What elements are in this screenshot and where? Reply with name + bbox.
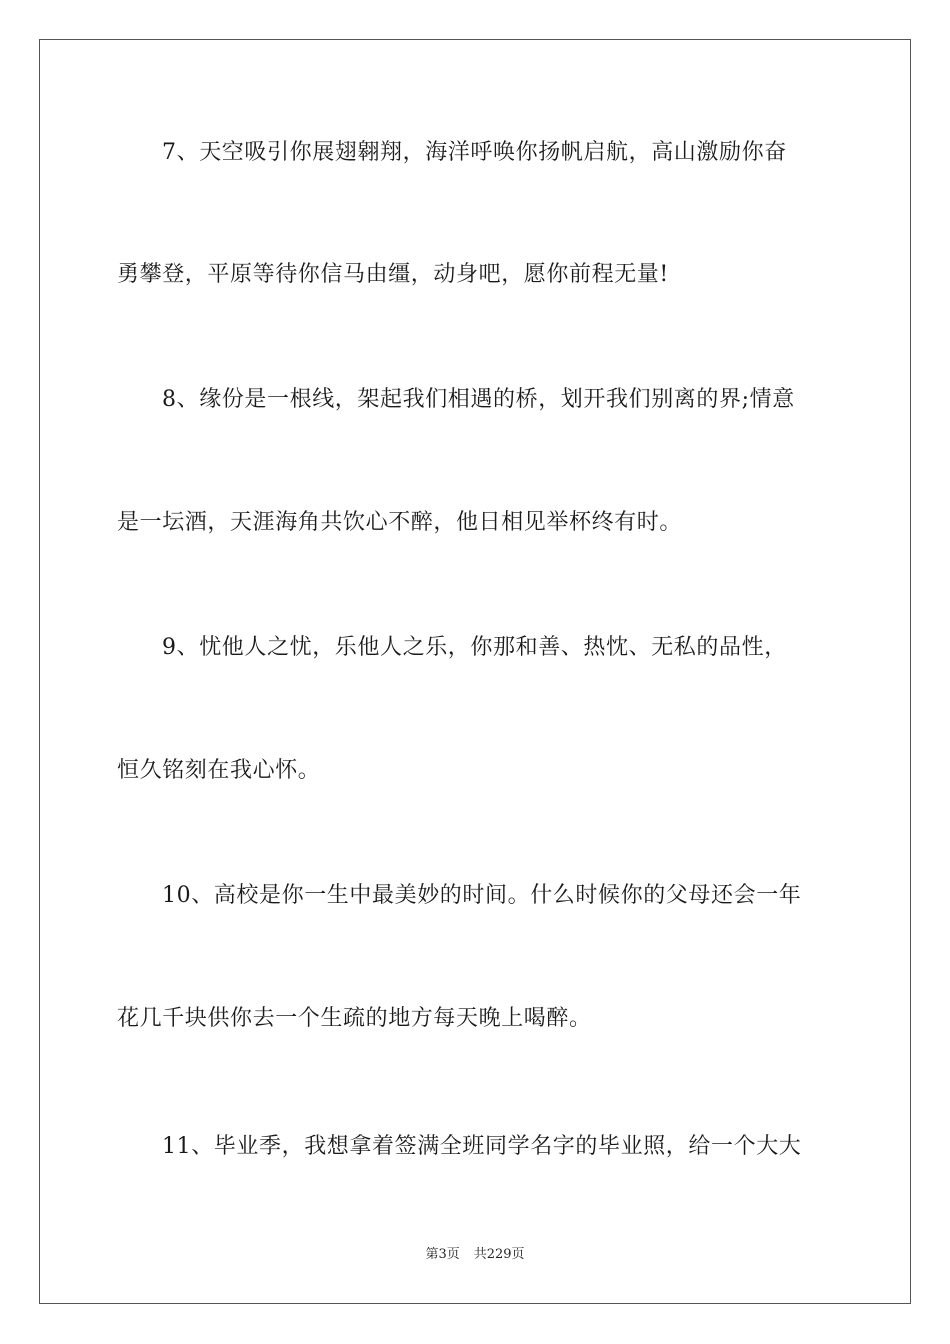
paragraph-11-line-1: 11、毕业季，我想拿着签满全班同学名字的毕业照，给一个大大 bbox=[162, 1134, 802, 1159]
page-border bbox=[39, 39, 911, 1304]
paragraph-7-line-1: 7、天空吸引你展翅翱翔，海洋呼唤你扬帆启航，高山激励你奋 bbox=[162, 140, 787, 165]
paragraph-7-line-2: 勇攀登，平原等待你信马由缰，动身吧，愿你前程无量! bbox=[117, 262, 669, 287]
paragraph-8-line-2: 是一坛酒，天涯海角共饮心不醉，他日相见举杯终有时。 bbox=[117, 510, 683, 535]
page-footer bbox=[0, 1246, 950, 1264]
page-number: 第3页 bbox=[425, 1247, 460, 1262]
paragraph-8-line-1: 8、缘份是一根线，架起我们相遇的桥，划开我们别离的界;情意 bbox=[162, 387, 795, 412]
paragraph-9-line-1: 9、忧他人之忧，乐他人之乐，你那和善、热忱、无私的品性， bbox=[162, 635, 787, 660]
paragraph-10-line-1: 10、高校是你一生中最美妙的时间。什么时候你的父母还会一年 bbox=[162, 883, 802, 908]
page-total: 共229页 bbox=[473, 1247, 525, 1262]
paragraph-10-line-2: 花几千块供你去一个生疏的地方每天晚上喝醉。 bbox=[117, 1006, 592, 1031]
paragraph-9-line-2: 恒久铭刻在我心怀。 bbox=[117, 758, 321, 783]
